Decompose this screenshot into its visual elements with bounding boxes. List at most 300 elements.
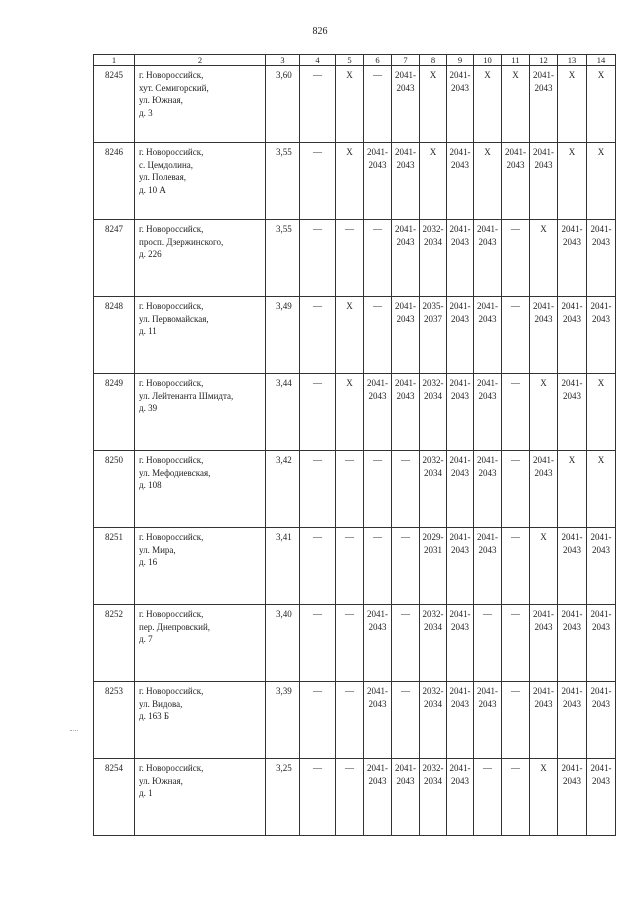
period-cell-col-7 xyxy=(392,66,420,143)
period-cell-col-14 xyxy=(587,143,616,220)
period-cell-col-9 xyxy=(447,220,474,297)
address-line: ул. Полевая, xyxy=(139,172,186,182)
period-cell-line: X xyxy=(540,763,547,773)
period-cell-col-12 xyxy=(530,759,558,836)
period-cell-line: — xyxy=(313,609,322,619)
period-cell-line: 2032- xyxy=(422,455,444,465)
period-cell-col-5 xyxy=(336,297,364,374)
period-cell-line: X xyxy=(540,378,547,388)
period-cell-col-6 xyxy=(364,66,392,143)
period-cell-col-6 xyxy=(364,374,392,451)
column-header-13: 13 xyxy=(558,55,587,66)
period-cell-line: 2041- xyxy=(561,301,583,311)
period-cell-col-6 xyxy=(364,682,392,759)
period-cell-line: 2043 xyxy=(478,313,497,324)
period-cell-line: — xyxy=(313,378,322,388)
period-cell-line: X xyxy=(540,532,547,542)
period-cell-line: 2043 xyxy=(396,159,415,170)
period-cell-line: 2043 xyxy=(563,390,581,401)
column-header-2: 2 xyxy=(135,55,266,66)
table-row xyxy=(94,451,616,528)
period-cell-col-11 xyxy=(502,759,530,836)
period-cell-line: 2041- xyxy=(477,686,498,696)
register-table-wrapper xyxy=(93,54,616,836)
address-line: д. 7 xyxy=(139,634,153,644)
period-cell-col-13 xyxy=(558,451,587,528)
period-cell-line: 2043 xyxy=(534,313,553,324)
period-cell-col-6 xyxy=(364,220,392,297)
period-cell-line: 2034 xyxy=(424,390,442,401)
period-cell-line: 2041- xyxy=(395,763,416,773)
column-header-14: 14 xyxy=(587,55,616,66)
column-header-8: 8 xyxy=(420,55,447,66)
period-cell-line: 2041- xyxy=(477,224,498,234)
period-cell-col-11 xyxy=(502,605,530,682)
period-cell-col-8 xyxy=(420,66,447,143)
period-cell-col-8 xyxy=(420,143,447,220)
period-cell-line: 2031 xyxy=(424,544,442,555)
address-line: д. 16 xyxy=(139,557,158,567)
period-cell-col-6 xyxy=(364,451,392,528)
period-cell-col-7 xyxy=(392,528,420,605)
period-cell-line: 2043 xyxy=(592,313,610,324)
period-cell-line: — xyxy=(345,224,354,234)
period-cell-col-14 xyxy=(587,605,616,682)
period-cell-line: 2041- xyxy=(561,763,583,773)
column-header-5: 5 xyxy=(336,55,364,66)
period-cell-line: — xyxy=(511,301,520,311)
period-cell-line: 2041- xyxy=(533,147,554,157)
period-cell-line: X xyxy=(429,70,437,80)
period-cell-col-12 xyxy=(530,605,558,682)
column-header-12: 12 xyxy=(530,55,558,66)
period-cell-line: X xyxy=(568,147,576,157)
period-cell-line: 2043 xyxy=(478,698,497,709)
period-cell-line: 2034 xyxy=(424,236,442,247)
address-line: д. 163 Б xyxy=(139,711,169,721)
address-cell xyxy=(135,605,266,682)
period-cell-line: 2032- xyxy=(422,378,444,388)
period-cell-col-12 xyxy=(530,528,558,605)
period-cell-col-12 xyxy=(530,374,558,451)
address-line: с. Цемдолина, xyxy=(139,159,194,170)
period-cell-col-14 xyxy=(587,297,616,374)
period-cell-line: X xyxy=(346,301,353,311)
period-cell-col-14 xyxy=(587,66,616,143)
period-cell-line: 2037 xyxy=(424,313,442,324)
period-cell-line: 2041- xyxy=(590,763,612,773)
register-table xyxy=(93,54,616,836)
period-cell-col-6 xyxy=(364,143,392,220)
period-cell-col-6 xyxy=(364,759,392,836)
period-cell-line: — xyxy=(313,301,322,311)
period-cell-line: 2043 xyxy=(534,82,553,93)
period-cell-col-13 xyxy=(558,374,587,451)
period-cell-line: 2041- xyxy=(505,147,526,157)
row-number: 8252 xyxy=(94,605,135,682)
table-row xyxy=(94,220,616,297)
period-cell-line: X xyxy=(597,147,605,157)
address-line: г. Новороссийск, xyxy=(139,609,204,619)
period-cell-col-11 xyxy=(502,682,530,759)
address-line: хут. Семигорский, xyxy=(139,82,209,93)
period-cell-col-8 xyxy=(420,759,447,836)
period-cell-line: X xyxy=(429,147,437,157)
period-cell-line: 2041- xyxy=(449,147,471,157)
period-cell-line: 2041- xyxy=(561,532,583,542)
table-row xyxy=(94,682,616,759)
period-cell-line: 2043 xyxy=(451,698,469,709)
period-cell-col-9 xyxy=(447,528,474,605)
address-cell xyxy=(135,528,266,605)
period-cell-col-5 xyxy=(336,605,364,682)
header-row xyxy=(94,55,616,66)
period-cell-line: 2035- xyxy=(422,301,444,311)
period-cell-line: 2043 xyxy=(534,467,553,478)
value-cell: 3,25 xyxy=(266,759,300,836)
row-number: 8246 xyxy=(94,143,135,220)
period-cell-line: X xyxy=(597,70,605,80)
period-cell-col-7 xyxy=(392,220,420,297)
table-row xyxy=(94,605,616,682)
period-cell-col-8 xyxy=(420,682,447,759)
period-cell-line: — xyxy=(401,609,410,619)
period-cell-col-9 xyxy=(447,451,474,528)
period-cell-col-7 xyxy=(392,451,420,528)
period-cell-line: — xyxy=(313,70,322,80)
column-header-11: 11 xyxy=(502,55,530,66)
period-cell-col-4 xyxy=(300,374,336,451)
period-cell-line: — xyxy=(345,763,354,773)
column-header-9: 9 xyxy=(447,55,474,66)
address-line: ул. Видова, xyxy=(139,698,183,709)
period-cell-line: — xyxy=(373,532,382,542)
period-cell-line: 2043 xyxy=(396,313,415,324)
period-cell-line: — xyxy=(511,224,520,234)
period-cell-line: — xyxy=(313,763,322,773)
period-cell-line: — xyxy=(313,224,322,234)
period-cell-line: 2043 xyxy=(451,313,469,324)
period-cell-line: 2041- xyxy=(533,70,554,80)
period-cell-line: 2041- xyxy=(449,224,471,234)
period-cell-col-13 xyxy=(558,605,587,682)
period-cell-line: — xyxy=(345,609,354,619)
address-cell xyxy=(135,220,266,297)
period-cell-line: X xyxy=(597,378,605,388)
period-cell-col-13 xyxy=(558,682,587,759)
period-cell-line: 2041- xyxy=(561,686,583,696)
address-cell xyxy=(135,759,266,836)
period-cell-line: 2043 xyxy=(368,775,387,786)
period-cell-line: 2043 xyxy=(451,82,469,93)
period-cell-col-13 xyxy=(558,66,587,143)
period-cell-col-6 xyxy=(364,528,392,605)
period-cell-col-7 xyxy=(392,605,420,682)
address-cell xyxy=(135,374,266,451)
period-cell-line: 2043 xyxy=(451,621,469,632)
period-cell-line: — xyxy=(401,532,410,542)
period-cell-line: 2041- xyxy=(533,609,554,619)
period-cell-line: 2041- xyxy=(395,224,416,234)
period-cell-col-14 xyxy=(587,682,616,759)
period-cell-line: 2041- xyxy=(561,224,583,234)
period-cell-line: 2043 xyxy=(368,390,387,401)
period-cell-col-5 xyxy=(336,143,364,220)
column-header-1: 1 xyxy=(94,55,135,66)
period-cell-line: — xyxy=(511,455,520,465)
period-cell-col-5 xyxy=(336,759,364,836)
period-cell-line: 2041- xyxy=(590,301,612,311)
period-cell-line: 2041- xyxy=(477,301,498,311)
period-cell-col-14 xyxy=(587,759,616,836)
address-cell xyxy=(135,451,266,528)
period-cell-line: X xyxy=(346,378,353,388)
period-cell-col-7 xyxy=(392,374,420,451)
period-cell-line: — xyxy=(313,686,322,696)
period-cell-col-8 xyxy=(420,528,447,605)
period-cell-col-4 xyxy=(300,528,336,605)
period-cell-line: 2041- xyxy=(477,378,498,388)
value-cell: 3,44 xyxy=(266,374,300,451)
period-cell-line: — xyxy=(373,455,382,465)
period-cell-col-14 xyxy=(587,528,616,605)
period-cell-line: X xyxy=(540,224,547,234)
period-cell-col-7 xyxy=(392,759,420,836)
period-cell-col-14 xyxy=(587,374,616,451)
period-cell-line: 2043 xyxy=(563,313,581,324)
period-cell-line: 2043 xyxy=(534,159,553,170)
period-cell-col-10 xyxy=(474,143,502,220)
period-cell-line: 2041- xyxy=(590,532,612,542)
period-cell-line: 2041- xyxy=(395,378,416,388)
period-cell-col-12 xyxy=(530,682,558,759)
address-line: г. Новороссийск, xyxy=(139,686,204,696)
period-cell-col-9 xyxy=(447,605,474,682)
period-cell-line: 2041- xyxy=(395,147,416,157)
period-cell-col-9 xyxy=(447,374,474,451)
period-cell-line: 2041- xyxy=(449,70,471,80)
period-cell-line: 2032- xyxy=(422,763,444,773)
row-number: 8247 xyxy=(94,220,135,297)
period-cell-line: — xyxy=(511,609,520,619)
column-header-3: 3 xyxy=(266,55,300,66)
period-cell-col-10 xyxy=(474,759,502,836)
period-cell-line: 2041- xyxy=(533,455,554,465)
period-cell-line: 2032- xyxy=(422,609,444,619)
period-cell-line: — xyxy=(345,686,354,696)
period-cell-col-11 xyxy=(502,374,530,451)
period-cell-col-13 xyxy=(558,528,587,605)
period-cell-col-5 xyxy=(336,682,364,759)
period-cell-line: — xyxy=(373,224,382,234)
period-cell-col-7 xyxy=(392,297,420,374)
value-cell: 3,55 xyxy=(266,220,300,297)
period-cell-line: 2029- xyxy=(422,532,444,542)
period-cell-col-5 xyxy=(336,220,364,297)
address-line: г. Новороссийск, xyxy=(139,70,204,80)
column-header-6: 6 xyxy=(364,55,392,66)
value-cell: 3,55 xyxy=(266,143,300,220)
value-cell: 3,49 xyxy=(266,297,300,374)
period-cell-col-12 xyxy=(530,297,558,374)
period-cell-col-13 xyxy=(558,297,587,374)
period-cell-line: 2043 xyxy=(506,159,525,170)
period-cell-line: 2043 xyxy=(451,236,469,247)
period-cell-line: — xyxy=(511,532,520,542)
row-number: 8248 xyxy=(94,297,135,374)
period-cell-col-4 xyxy=(300,682,336,759)
period-cell-line: 2041- xyxy=(449,378,471,388)
period-cell-line: 2043 xyxy=(592,621,610,632)
period-cell-line: X xyxy=(568,70,576,80)
period-cell-line: X xyxy=(346,147,353,157)
period-cell-line: 2041- xyxy=(449,609,471,619)
period-cell-col-10 xyxy=(474,374,502,451)
period-cell-col-11 xyxy=(502,451,530,528)
period-cell-line: 2034 xyxy=(424,698,442,709)
row-number: 8249 xyxy=(94,374,135,451)
period-cell-line: — xyxy=(401,455,410,465)
period-cell-line: 2043 xyxy=(451,544,469,555)
period-cell-line: — xyxy=(345,532,354,542)
period-cell-line: X xyxy=(568,455,576,465)
address-line: ул. Лейтенанта Шмидта, xyxy=(139,390,234,401)
period-cell-line: 2043 xyxy=(592,698,610,709)
period-cell-col-13 xyxy=(558,143,587,220)
period-cell-col-13 xyxy=(558,220,587,297)
row-number: 8245 xyxy=(94,66,135,143)
table-row xyxy=(94,143,616,220)
address-line: д. 10 А xyxy=(139,184,166,195)
period-cell-col-11 xyxy=(502,143,530,220)
value-cell: 3,40 xyxy=(266,605,300,682)
period-cell-line: 2043 xyxy=(563,698,581,709)
address-line: пер. Днепровский, xyxy=(139,621,211,632)
period-cell-line: 2041- xyxy=(477,455,498,465)
period-cell-line: X xyxy=(346,70,353,80)
value-cell: 3,42 xyxy=(266,451,300,528)
period-cell-line: 2041- xyxy=(395,70,416,80)
table-row xyxy=(94,297,616,374)
period-cell-col-12 xyxy=(530,220,558,297)
period-cell-col-9 xyxy=(447,66,474,143)
period-cell-col-6 xyxy=(364,605,392,682)
period-cell-line: X xyxy=(512,70,519,80)
column-header-10: 10 xyxy=(474,55,502,66)
period-cell-line: 2041- xyxy=(533,301,554,311)
table-row xyxy=(94,66,616,143)
period-cell-col-9 xyxy=(447,297,474,374)
address-line: ул. Мефодиевская, xyxy=(139,467,211,478)
period-cell-line: 2043 xyxy=(478,390,497,401)
table-header xyxy=(94,55,616,66)
period-cell-line: X xyxy=(484,147,491,157)
period-cell-col-7 xyxy=(392,682,420,759)
period-cell-line: 2043 xyxy=(396,82,415,93)
period-cell-col-5 xyxy=(336,374,364,451)
period-cell-line: 2043 xyxy=(368,698,387,709)
period-cell-line: 2041- xyxy=(449,532,471,542)
value-cell: 3,39 xyxy=(266,682,300,759)
address-line: д. 39 xyxy=(139,403,158,413)
period-cell-line: — xyxy=(511,378,520,388)
address-line: г. Новороссийск, xyxy=(139,301,204,311)
margin-mark xyxy=(70,730,78,731)
period-cell-line: 2043 xyxy=(451,775,469,786)
period-cell-col-4 xyxy=(300,605,336,682)
period-cell-line: 2043 xyxy=(592,544,610,555)
period-cell-line: 2043 xyxy=(534,621,553,632)
period-cell-line: 2041- xyxy=(367,763,388,773)
period-cell-line: X xyxy=(597,455,605,465)
period-cell-col-8 xyxy=(420,297,447,374)
period-cell-col-4 xyxy=(300,143,336,220)
row-number: 8250 xyxy=(94,451,135,528)
period-cell-line: — xyxy=(483,763,492,773)
period-cell-col-9 xyxy=(447,143,474,220)
period-cell-line: — xyxy=(313,532,322,542)
address-line: г. Новороссийск, xyxy=(139,378,204,388)
period-cell-line: — xyxy=(373,301,382,311)
period-cell-col-4 xyxy=(300,297,336,374)
row-number: 8251 xyxy=(94,528,135,605)
period-cell-line: 2032- xyxy=(422,686,444,696)
address-line: г. Новороссийск, xyxy=(139,147,204,157)
period-cell-col-10 xyxy=(474,605,502,682)
row-number: 8254 xyxy=(94,759,135,836)
period-cell-line: 2043 xyxy=(396,775,415,786)
period-cell-line: 2041- xyxy=(367,609,388,619)
period-cell-line: 2041- xyxy=(590,224,612,234)
period-cell-line: 2043 xyxy=(396,236,415,247)
period-cell-line: X xyxy=(484,70,491,80)
period-cell-line: 2041- xyxy=(367,686,388,696)
period-cell-line: 2041- xyxy=(533,686,554,696)
address-line: д. 11 xyxy=(139,326,157,336)
period-cell-line: 2043 xyxy=(396,390,415,401)
period-cell-col-11 xyxy=(502,297,530,374)
period-cell-line: — xyxy=(313,147,322,157)
period-cell-line: 2041- xyxy=(477,532,498,542)
period-cell-col-4 xyxy=(300,66,336,143)
period-cell-col-8 xyxy=(420,605,447,682)
period-cell-col-8 xyxy=(420,220,447,297)
address-line: д. 3 xyxy=(139,107,153,118)
period-cell-line: — xyxy=(401,686,410,696)
period-cell-line: 2041- xyxy=(590,686,612,696)
table-row xyxy=(94,759,616,836)
period-cell-col-6 xyxy=(364,297,392,374)
period-cell-line: 2043 xyxy=(368,621,387,632)
period-cell-line: 2041- xyxy=(561,378,583,388)
address-line: д. 226 xyxy=(139,249,162,259)
value-cell: 3,60 xyxy=(266,66,300,143)
address-line: г. Новороссийск, xyxy=(139,455,204,465)
value-cell: 3,41 xyxy=(266,528,300,605)
period-cell-line: 2041- xyxy=(561,609,583,619)
period-cell-line: 2041- xyxy=(367,147,388,157)
address-line: г. Новороссийск, xyxy=(139,224,204,234)
period-cell-line: 2032- xyxy=(422,224,444,234)
period-cell-line: — xyxy=(313,455,322,465)
period-cell-line: 2043 xyxy=(478,236,497,247)
period-cell-col-11 xyxy=(502,66,530,143)
address-cell xyxy=(135,143,266,220)
period-cell-line: 2034 xyxy=(424,467,442,478)
period-cell-col-12 xyxy=(530,451,558,528)
address-line: д. 108 xyxy=(139,480,162,490)
period-cell-col-7 xyxy=(392,143,420,220)
